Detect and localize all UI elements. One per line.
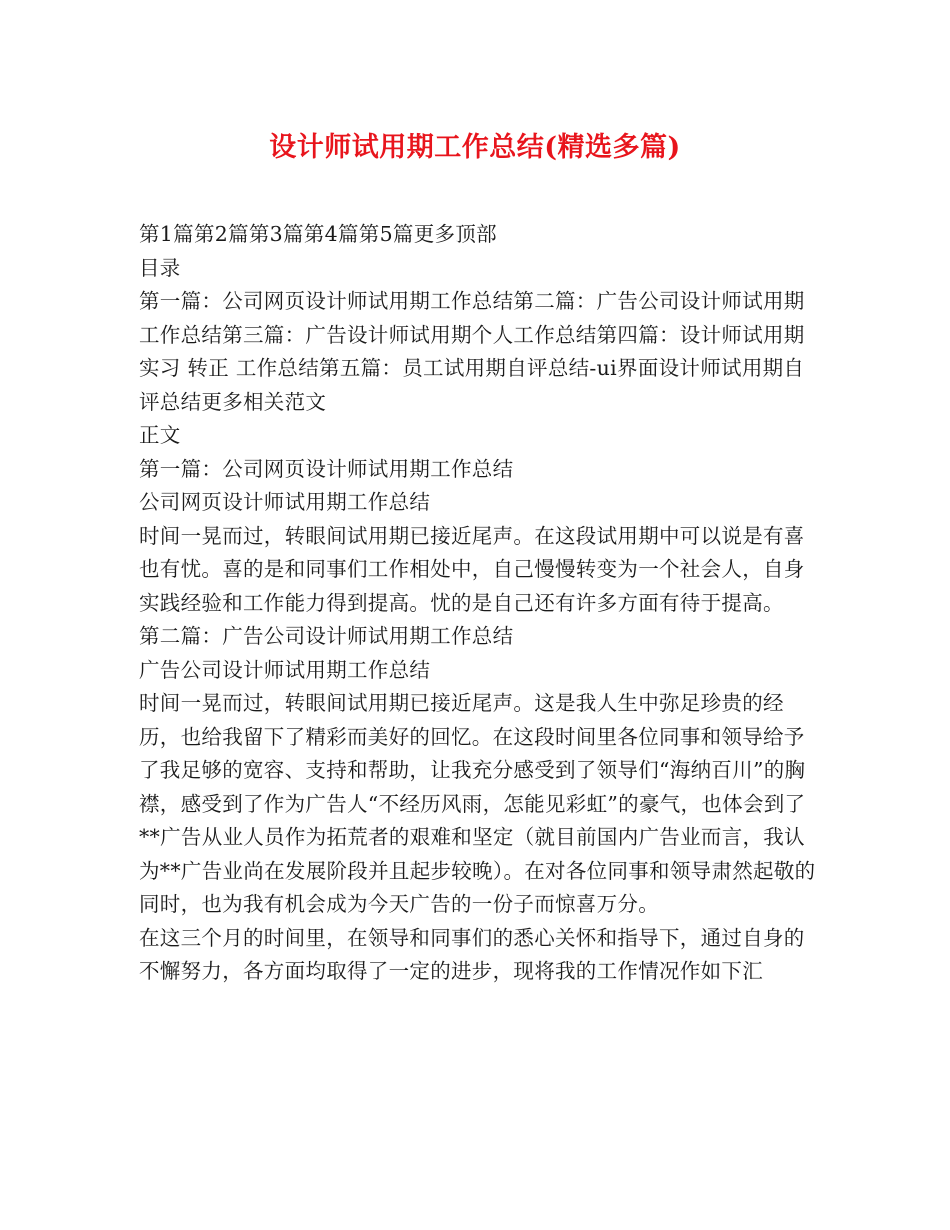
chapter-2-paragraph-1: 时间一晃而过，转眼间试用期已接近尾声。这是我人生中弥足珍贵的经历，也给我留下了精彩而美好的回忆。在这段时间里各位同事和领导给予了我足够的宽容、支持和帮助，让我充分感受到了领导们“海纳百川”的胸襟，感受到了作为广告人“不经历风雨，怎能见彩虹”的豪气，也体会到了**广告从业人员作为拓荒者的艰难和坚定（就目前国内广告业而言，我认为**广告业尚在发展阶段并且起步较晚）。在对各位同事和领导肃然起敬的同时，也为我有机会成为今天广告的一份子而惊喜万分。 — [139, 691, 816, 916]
chapter-2-paragraph-2: 在这三个月的时间里，在领导和同事们的悉心关怀和指导下，通过自身的不懈努力，各方面均取得了一定的进步，现将我的工作情况作如下汇 — [139, 925, 805, 983]
section-nav-line: 第1篇第2篇第3篇第4篇第5篇更多顶部 — [139, 222, 497, 246]
toc-heading: 目录 — [139, 255, 181, 280]
document-body — [139, 218, 819, 989]
document-title: 设计师试用期工作总结(精选多篇) — [269, 132, 681, 163]
chapter-2-subtitle: 广告公司设计师试用期工作总结 — [139, 657, 431, 682]
chapter-2-heading: 第二篇：广告公司设计师试用期工作总结 — [139, 624, 514, 648]
toc-paragraph: 第一篇：公司网页设计师试用期工作总结第二篇：广告公司设计师试用期工作总结第三篇：广告设计师试用期个人工作总结第四篇：设计师试用期 实习 转正 工作总结第五篇：员工试用期自评总结-ui界面设计师试用期自评总结更多相关范文 — [139, 289, 805, 414]
chapter-1-subtitle: 公司网页设计师试用期工作总结 — [139, 490, 431, 514]
chapter-1-heading: 第一篇：公司网页设计师试用期工作总结 — [139, 456, 514, 481]
chapter-1-paragraph: 时间一晃而过，转眼间试用期已接近尾声。在这段试用期中可以说是有喜也有忧。喜的是和同事们工作相处中，自己慢慢转变为一个社会人，自身实践经验和工作能力得到提高。忧的是自己还有许多方面有待于提高。 — [139, 523, 805, 615]
main-text-heading: 正文 — [139, 423, 181, 447]
